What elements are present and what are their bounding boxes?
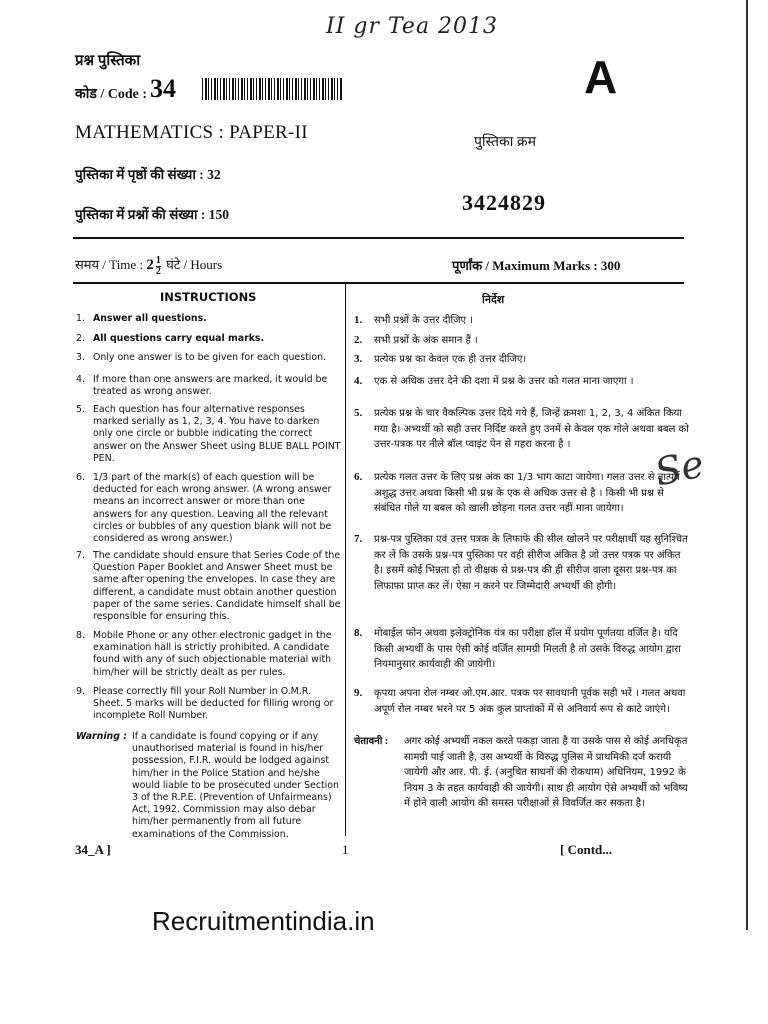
pages-count: पुस्तिका में पृष्ठों की संख्या : 32: [75, 167, 221, 182]
instruction-item: [76, 686, 341, 723]
hindi-instruction-text: प्रत्येक गलत उत्तर के लिए प्रश्न अंक का 1/3 भाग काटा जायेगा। गलत उत्तर से तात्पर्य अशुद्ध उत्तर अथवा किसी भी प्रश्न के एक से अधिक उत्तर से है । किसी भी प्रश्न से संबंधित गोले या बबल को खाली छोड़ना गलत उत्तर नहीं माना जायेगा।: [374, 472, 680, 514]
section-divider: [73, 282, 684, 284]
column-divider: [345, 284, 346, 836]
instruction-text: Only one answer is to be given for each question.: [93, 352, 327, 363]
hindi-instruction-text: मोबाईल फोन अथवा इलेक्ट्रोनिक यंत्र का परीक्षा हॉल में प्रयोग पूर्णतया वर्जित है। यदि किसी अभ्यर्थी के पास ऐसी कोई वर्जित सामग्री मिलती है तो उसके विरुद्ध आयोग द्वारा नियमानुसार कार्यवाही की जायेगी।: [374, 628, 681, 670]
watermark-text: Recruitmentindia.in: [152, 906, 375, 936]
instruction-text: Answer all questions.: [93, 313, 207, 324]
instructions-heading: INSTRUCTIONS: [160, 290, 257, 304]
instruction-text: Mobile Phone or any other electronic gadget in the examination hall is strictly prohibited. A candidate found with any of such objectionable material with him/her will be strictly dealt as per rules.: [93, 630, 332, 678]
booklet-serial-label: पुस्तिका क्रम: [474, 135, 537, 150]
instruction-number: 9.: [76, 686, 85, 697]
instruction-text: If more than one answers are marked, it would be treated as wrong answer.: [93, 374, 328, 398]
subject-title: MATHEMATICS : PAPER-II: [75, 122, 308, 143]
hindi-instruction-item: [354, 352, 689, 368]
instruction-number: 2.: [76, 333, 85, 344]
instruction-item: [76, 374, 341, 398]
hindi-heading: निर्देश: [482, 293, 505, 306]
hindi-instruction-number: 8.: [354, 627, 363, 639]
time-fraction: [156, 256, 161, 277]
instruction-number: 7.: [76, 550, 85, 561]
instruction-item: [76, 630, 341, 679]
instruction-text: Please correctly fill your Roll Number in O.M.R. Sheet. 5 marks will be deducted for filling wrong or incomplete Roll Number.: [93, 686, 334, 722]
hindi-instruction-item: [354, 532, 689, 594]
instruction-number: 8.: [76, 630, 85, 641]
continued-label: [ Contd...: [560, 842, 613, 857]
hindi-instruction-item: [354, 626, 689, 673]
time-fraction-num: 1: [155, 254, 161, 266]
hindi-instruction-item: [354, 406, 689, 453]
time-label: समय / Time :: [75, 257, 144, 272]
hindi-instruction-item: [354, 333, 689, 349]
instruction-item: [76, 404, 341, 465]
instruction-number: 1.: [76, 313, 85, 324]
time-unit: घंटे / Hours: [166, 257, 223, 272]
instruction-number: 5.: [76, 404, 85, 415]
hindi-instruction-number: 9.: [354, 687, 363, 699]
instruction-item: [76, 472, 341, 545]
instruction-item: [76, 550, 341, 623]
warning-label: Warning :: [76, 731, 127, 742]
code-value: 34: [150, 74, 176, 103]
max-marks: पूर्णांक / Maximum Marks : 300: [452, 258, 621, 273]
footer-code: 34_A ]: [75, 842, 111, 857]
booklet-serial-number: 3424829: [462, 190, 546, 215]
barcode-image: [202, 78, 342, 100]
booklet-label: प्रश्न पुस्तिका: [75, 53, 141, 69]
hindi-warning-item: [354, 734, 689, 812]
time-line: [75, 255, 222, 277]
page-number: 1: [342, 842, 349, 857]
series-letter: A: [584, 51, 618, 103]
instruction-text: Each question has four alternative responses marked serially as 1, 2, 3, 4. You have to darken only one circle or bubble indicating the correct answer on the Answer Sheet using BLUE BALL POINT PEN.: [93, 404, 341, 464]
hindi-instruction-text: कृपया अपना रोल नम्बर ओ.एम.आर. पत्रक पर सावधानी पूर्वक सही भरें । गलत अथवा अपूर्ण रोल नम्बर भरने पर 5 अंक कुल प्राप्तांकों में से अनिवार्य रूप से काटे जाएंगे।: [374, 688, 686, 715]
warning-text: If a candidate is found copying or if any unauthorised material is found in his/her possession, F.I.R. would be lodged against him/her in the Police Station and he/she would liable to be prosecuted under Section 3 of the R.P.E. (Prevention of Unfairmeans) Act, 1992. Commission may also debar him/her permanently from all future examinations of the Commission.: [132, 731, 339, 840]
hindi-instruction-item: [354, 374, 689, 390]
hindi-instruction-number: 3.: [354, 353, 363, 365]
scan-edge-line: [746, 0, 748, 930]
instruction-number: 6.: [76, 472, 85, 483]
instruction-item: [76, 333, 341, 345]
code-label: कोड / Code :: [75, 87, 148, 102]
hindi-instruction-number: 6.: [354, 471, 363, 483]
hindi-instruction-number: 7.: [354, 533, 363, 545]
questions-count: पुस्तिका में प्रश्नों की संख्या : 150: [75, 207, 229, 222]
hindi-instruction-number: 2.: [354, 334, 363, 346]
hindi-instruction-text: प्रश्न-पत्र पुस्तिका एवं उत्तर पत्रक के लिफाफे की सील खोलने पर परीक्षार्थी यह सुनिश्चित कर लें कि उसके प्रश्न-पत्र पुस्तिका पर वही सीरीज अंकित है जो उत्तर पत्रक पर अंकित है। इसमें कोई भिन्नता हो तो वीक्षक से प्रश्न-पत्र की ही सीरीज वाला दूसरा प्रश्न-पत्र का लिफाफा प्राप्त कर लें। ऐसा न करने पर जिम्मेदारी अभ्यर्थी की होगी।: [374, 534, 688, 592]
instruction-text: The candidate should ensure that Series Code of the Question Paper Booklet and Answer Sheet must be same after opening the envelopes. In case they are different, a candidate must obtain another question paper of the same series. Candidate himself shall be responsible for ensuring this.: [93, 550, 341, 623]
instruction-item: [76, 352, 341, 364]
hindi-warning-text: अगर कोई अभ्यर्थी नकल करते पकड़ा जाता है या उसके पास से कोई अनधिकृत सामग्री पाई जाती है, उस अभ्यर्थी के विरुद्ध पुलिस में प्राथमिकी दर्ज करायी जायेगी और आर. पी. ई. (अनुचित साधनों की रोकथाम) अधिनियम, 1992 के नियम 3 के तहत कार्यवाही की जायेगी। साथ ही आयोग ऐसे अभ्यर्थी को भविष्य में होने वाली आयोग की समस्त परीक्षाओं से विवर्जित कर सकता है।: [404, 736, 688, 809]
instruction-number: 4.: [76, 374, 85, 385]
hindi-instruction-text: सभी प्रश्नों के अंक समान हैं ।: [374, 335, 478, 346]
hindi-instruction-item: [354, 686, 689, 717]
hindi-instruction-item: [354, 313, 689, 329]
hindi-instruction-item: [354, 470, 689, 517]
handwritten-note: II gr Tea 2013: [326, 14, 499, 39]
time-fraction-den: 2: [155, 265, 161, 277]
hindi-instruction-number: 1.: [354, 314, 363, 326]
instruction-text: All questions carry equal marks.: [93, 333, 265, 344]
instruction-text: 1/3 part of the mark(s) of each question will be deducted for each wrong answer. (A wrong answer means an incorrect answer or more than one answers for any question. Leaving all the relevant circles or bubbles of any question blank will not be considered as wrong answer.): [93, 472, 332, 545]
hindi-instruction-text: एक से अधिक उत्तर देने की दशा में प्रश्न के उत्तर को गलत माना जाएगा ।: [374, 376, 634, 387]
hindi-instruction-text: प्रत्येक प्रश्न के चार वैकल्पिक उत्तर दिये गये हैं, जिन्हें क्रमशः 1, 2, 3, 4 अंकित किया गया है। अभ्यर्थी को सही उत्तर निर्दिष्ट करते हुए उनमें से केवल एक गोले अथवा बबल को उत्तर-पत्रक पर नीले बॉल प्वाइंट पेन से गहरा करना है ।: [374, 408, 689, 450]
time-whole: 2: [146, 257, 154, 273]
header-divider: [73, 237, 684, 239]
hindi-instruction-text: सभी प्रश्नों के उत्तर दीजिए ।: [374, 315, 474, 326]
hindi-instruction-number: 4.: [354, 375, 363, 387]
instruction-item: [76, 313, 341, 325]
instruction-number: 3.: [76, 352, 85, 363]
margin-scribble: Se: [650, 441, 708, 495]
hindi-instruction-text: प्रत्येक प्रश्न का केवल एक ही उत्तर दीजिए।: [374, 354, 527, 365]
hindi-warning-label: चेतावनी :: [354, 736, 389, 747]
warning-item: [76, 731, 341, 841]
hindi-instruction-number: 5.: [354, 407, 363, 419]
